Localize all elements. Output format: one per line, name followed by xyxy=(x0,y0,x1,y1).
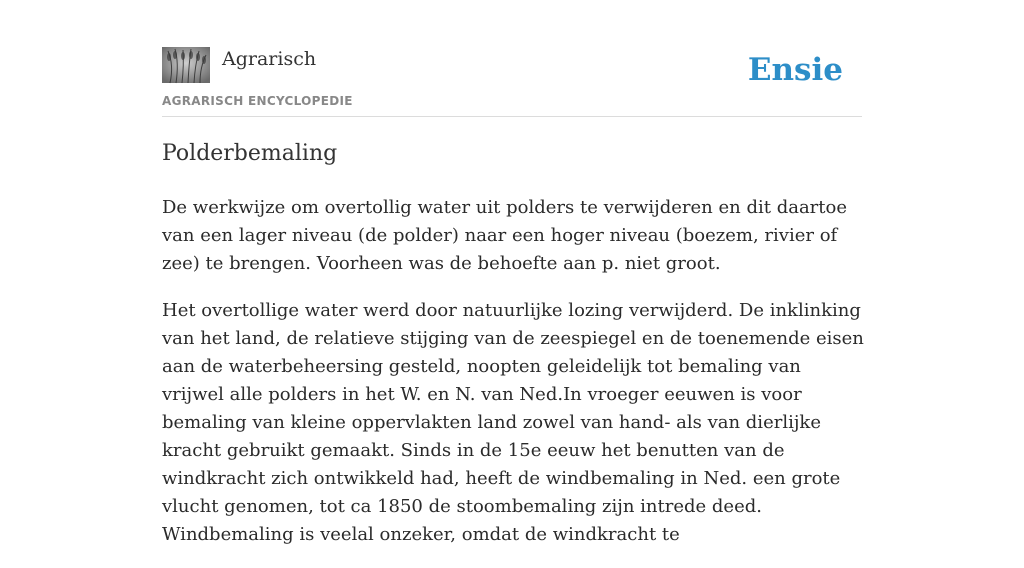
article-paragraph: Het overtollige water werd door natuurlijke lozing verwijderd. De inklinking van het land, de relatieve stijging van de zeespiegel en de toenemende eisen aan de waterbeheersing gesteld, noopten geleidelijk tot bemaling van vrijwel alle polders in het W. en N. van Ned.In vroeger eeuwen is voor bemaling van kleine oppervlakten land zowel van hand- als van dierlijke kracht gebruikt gemaakt. Sinds in de 15e eeuw het benutten van de windkracht zich ontwikkeld had, heeft de windbemaling in Ned. een grote vlucht genomen, tot ca 1850 de stoombemaling zijn intrede deed. Windbemaling is veelal onzeker, omdat de windkracht te xyxy=(162,300,864,545)
article-title: Polderbemaling xyxy=(162,141,338,166)
site-header xyxy=(162,45,862,117)
brand-logo-link[interactable]: Ensie xyxy=(747,52,843,88)
encyclopedia-label[interactable]: AGRARISCH ENCYCLOPEDIE xyxy=(162,94,353,108)
wheat-logo-icon[interactable] xyxy=(162,47,210,83)
article-paragraph: De werkwijze om overtollig water uit polders te verwijderen en dit daartoe van een lager niveau (de polder) naar een hoger niveau (boezem, rivier of zee) te brengen. Voorheen was de behoefte aan p. niet groot. xyxy=(162,197,848,274)
source-name-link[interactable]: Agrarisch xyxy=(222,48,317,70)
article xyxy=(162,138,864,568)
